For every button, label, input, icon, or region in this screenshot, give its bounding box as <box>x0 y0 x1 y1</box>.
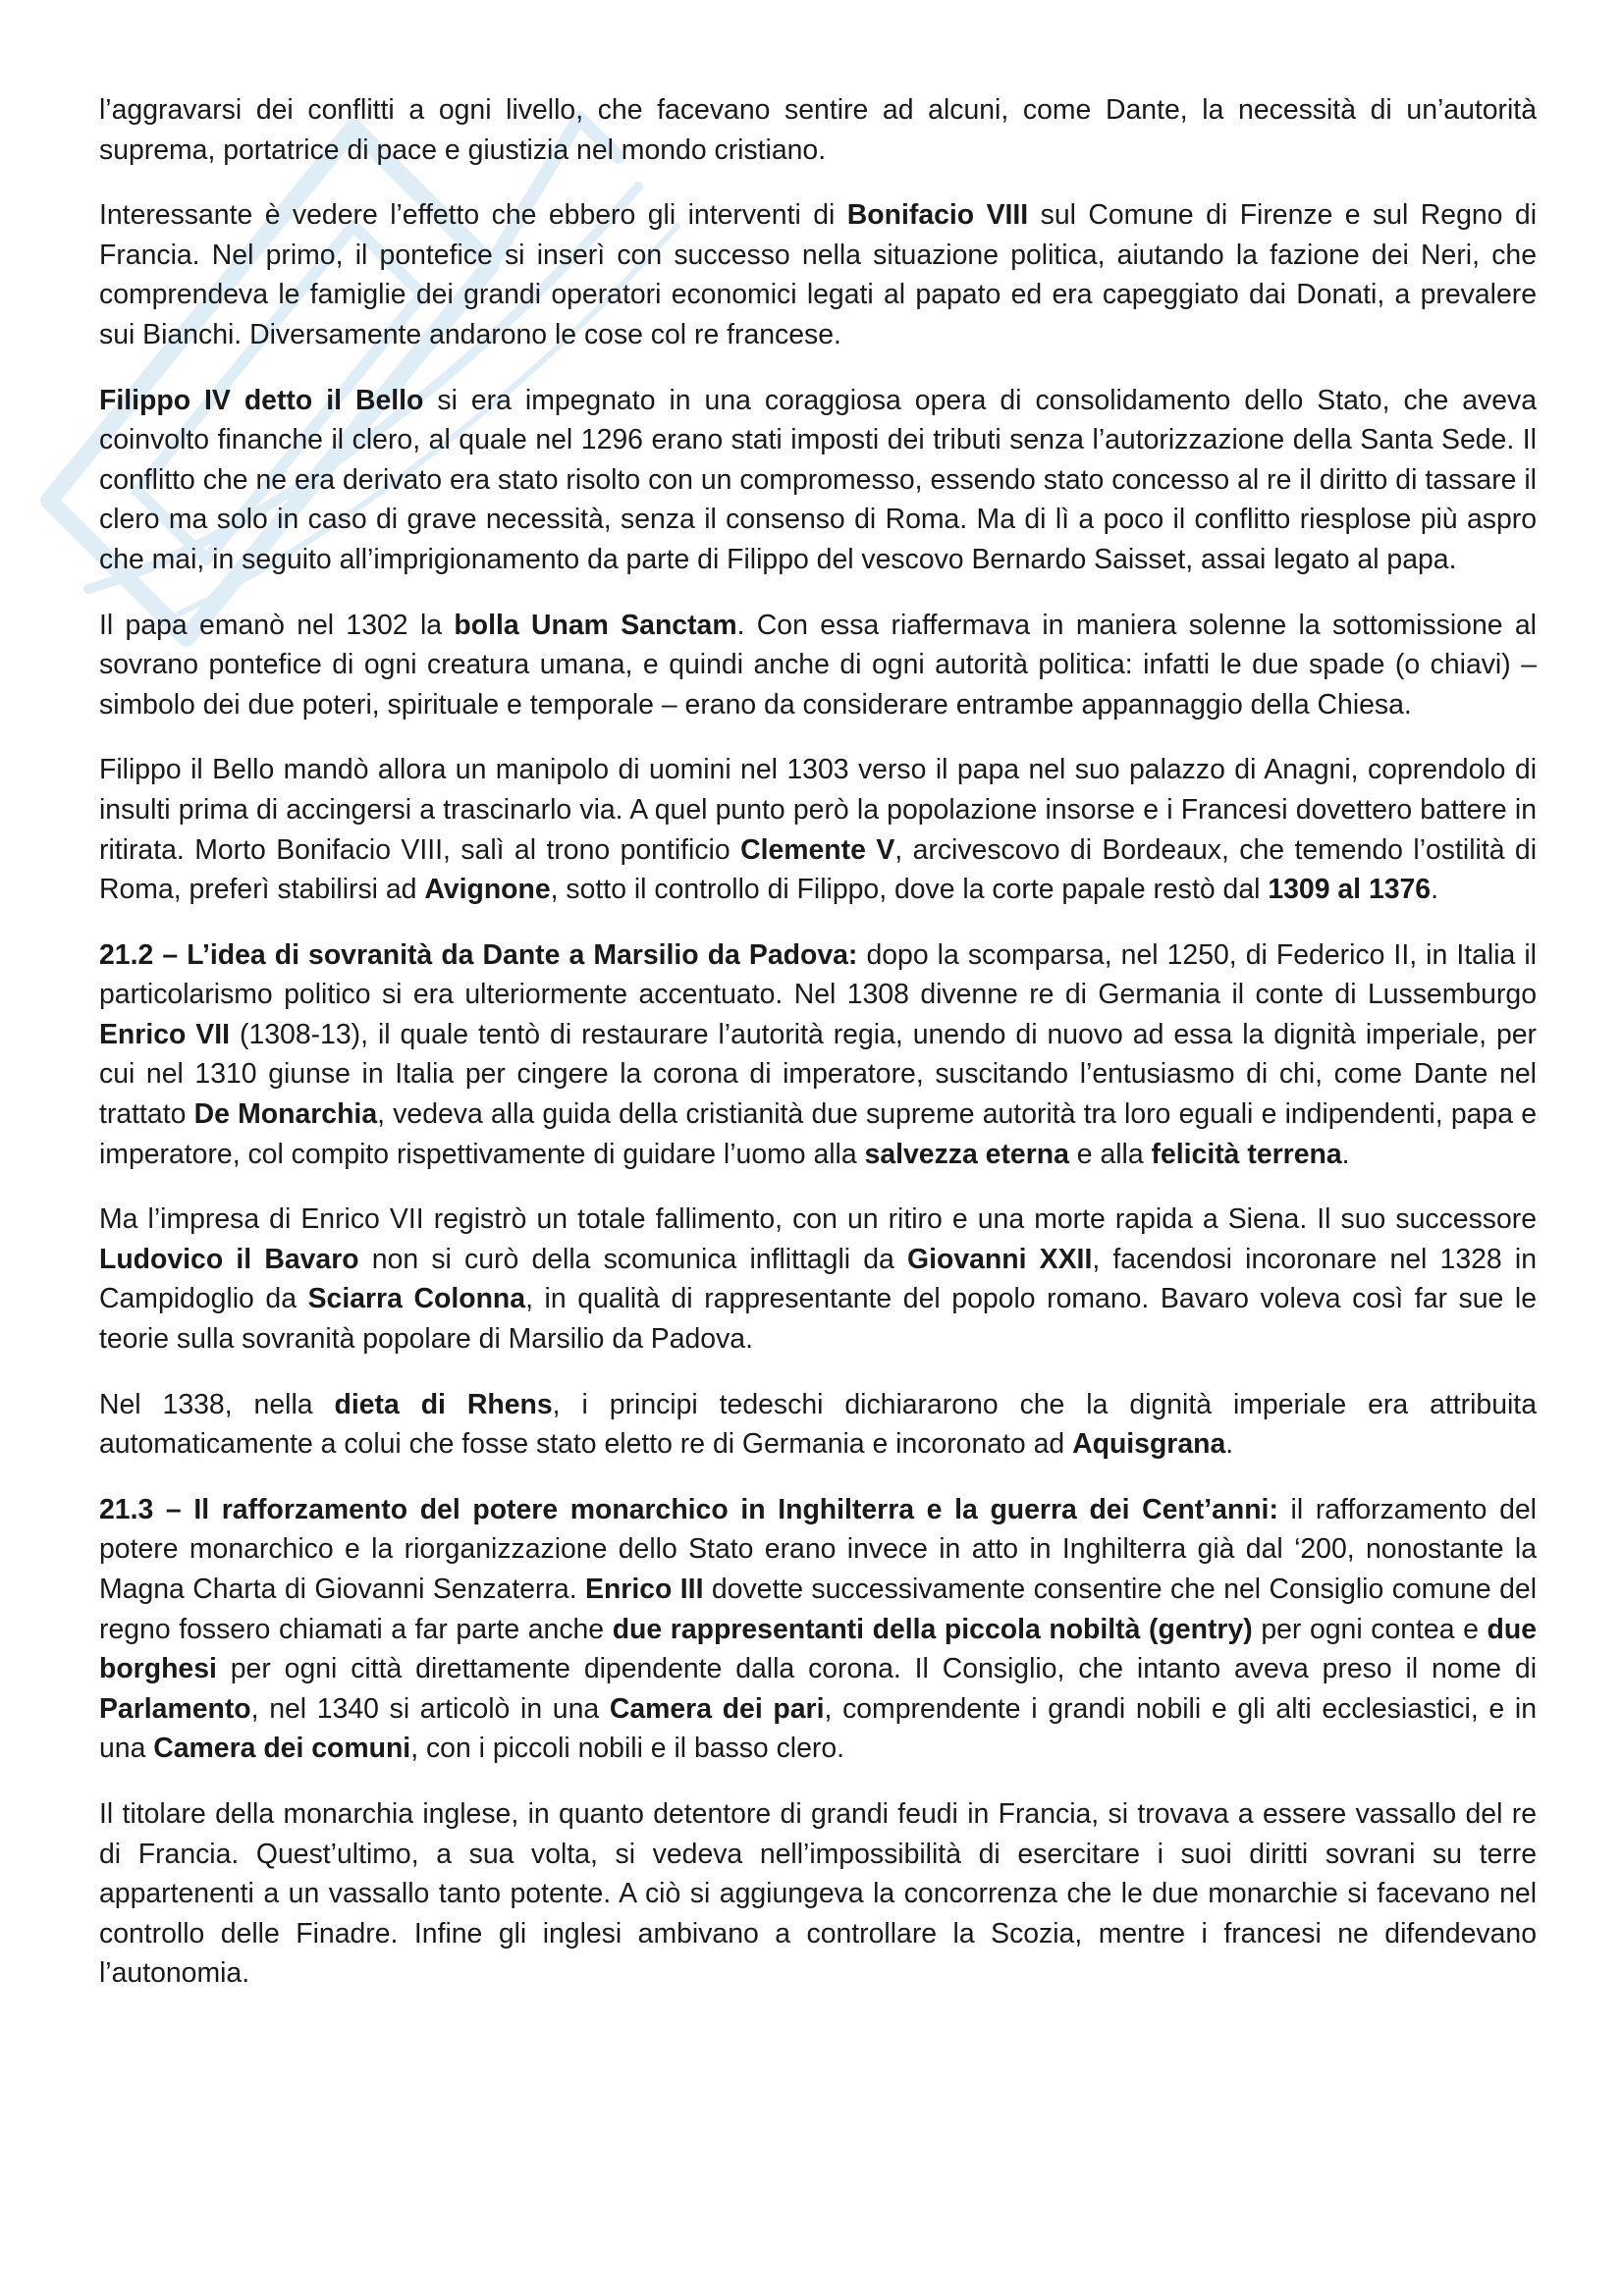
text-run: , nel 1340 si articolò in una <box>250 1692 610 1725</box>
text-run: . Con essa riaffermava in maniera solenne la sottomissione al sovrano pontefice di ogni creatura umana, e quindi anche di ogni autorità politica: infatti le due spade (o chiavi) – simbolo dei due poteri, spirituale e temporale – erano da considerare entrambe appannaggio della Chiesa. <box>99 609 1537 721</box>
paragraph <box>99 1385 1537 1465</box>
text-run: Nel 1338, nella <box>99 1388 335 1420</box>
text-run: il rafforzamento del potere monarchico e la riorganizzazione dello Stato erano invece in atto in Inghilterra già dal ‘200, nonostante la Magna Charta di Giovanni Senzaterra. <box>99 1493 1537 1605</box>
text-run: (1308-13), il quale tentò di restaurare l’autorità regia, unendo di nuovo ad essa la dignità imperiale, per cui nel 1310 giunse in Italia per cingere la corona di imperatore, suscitando l’entusiasmo di chi, come Dante nel trattato <box>99 1018 1537 1131</box>
paragraph <box>99 1200 1537 1359</box>
document-body <box>99 90 1537 2019</box>
bold-term: Camera dei comuni <box>153 1733 411 1765</box>
bold-term: Aquisgrana <box>1072 1428 1226 1461</box>
text-run: sul Comune di Firenze e sul Regno di Francia. Nel primo, il pontefice si inserì con successo nella situazione politica, aiutando la fazione dei Neri, che comprendeva le famiglie dei grandi operatori economici legati al papato ed era capeggiato dai Donati, a prevalere sui Bianchi. Diversamente andarono le cose col re francese. <box>99 199 1537 350</box>
text-run: l’aggravarsi dei conflitti a ogni livello, che facevano sentire ad alcuni, come Dante, la necessità di un’autorità suprema, portatrice di pace e giustizia nel mondo cristiano. <box>99 94 1537 166</box>
paragraph <box>99 606 1537 725</box>
text-run: Il papa emanò nel 1302 la <box>99 609 455 641</box>
paragraph <box>99 195 1537 354</box>
bold-term: Ludovico il Bavaro <box>99 1243 359 1275</box>
text-run: , i principi tedeschi dichiararono che la dignità imperiale era attribuita automaticamente a colui che fosse stato eletto re di Germania e incoronato ad <box>99 1388 1537 1461</box>
paragraph <box>99 381 1537 580</box>
bold-term: bolla Unam Sanctam <box>454 609 737 641</box>
bold-term: Avignone <box>424 874 551 906</box>
text-run: si era impegnato in una coraggiosa opera di consolidamento dello Stato, che aveva coinvolto finanche il clero, al quale nel 1296 erano stati imposti dei tributi senza l’autorizzazione della Santa Sede. Il conflitto che ne era derivato era stato risolto con un compromesso, essendo stato concesso al re il diritto di tassare il clero ma solo in caso di grave necessità, senza il consenso di Roma. Ma di lì a poco il conflitto riesplose più aspro che mai, in seguito all’imprigionamento da parte di Filippo del vescovo Bernardo Saisset, assai legato al papa. <box>99 384 1537 575</box>
bold-term: Enrico VII <box>99 1018 231 1050</box>
text-run: non si curò della scomunica inflittagli da <box>358 1243 908 1275</box>
text-run: . <box>1341 1138 1350 1170</box>
paragraph <box>99 1794 1537 1994</box>
text-run: , facendosi incoronare nel 1328 in Campidoglio da <box>99 1243 1537 1315</box>
bold-term: Filippo IV detto il Bello <box>99 384 424 416</box>
bold-term: 1309 al 1376 <box>1268 874 1432 906</box>
text-run: Interessante è vedere l’effetto che ebbero gli interventi di <box>99 199 847 232</box>
paragraph <box>99 90 1537 170</box>
text-run: , arcivescovo di Bordeaux, che temendo l’ostilità di Roma, preferì stabilirsi ad <box>99 833 1538 906</box>
bold-term: Sciarra Colonna <box>307 1283 526 1315</box>
bold-term: Clemente V <box>740 833 895 866</box>
bold-term: Parlamento <box>99 1692 251 1725</box>
text-run: . <box>1225 1428 1234 1461</box>
text-run: , in qualità di rappresentante del popolo romano. Bavaro voleva così far sue le teorie sulla sovranità popolare di Marsilio da Padova. <box>99 1283 1538 1356</box>
bold-term: due borghesi <box>99 1613 1537 1685</box>
paragraph <box>99 935 1537 1175</box>
text-run: , vedeva alla guida della cristianità due supreme autorità tra loro eguali e indipendenti, papa e imperatore, col compito rispettivamente di guidare l’uomo alla <box>99 1098 1537 1170</box>
bold-term: Enrico III <box>585 1574 704 1605</box>
bold-term: dieta di Rhens <box>334 1388 553 1420</box>
text-run: e alla <box>1068 1138 1152 1170</box>
text-run: per ogni contea e <box>1252 1613 1488 1645</box>
text-run: . <box>1431 874 1438 906</box>
bold-term: Camera dei pari <box>609 1692 825 1725</box>
text-run: Il titolare della monarchia inglese, in quanto detentore di grandi feudi in Francia, si trovava a essere vassallo del re di Francia. Quest’ultimo, a sua volta, si vedeva nell’impossibilità di esercitare i suoi diritti sovrani su terre appartenenti a un vassallo tanto potente. A ciò si aggiungeva la concorrenza che le due monarchie si facevano nel controllo delle Finadre. Infine gli inglesi ambivano a controllare la Scozia, mentre i francesi ne difendevano l’autonomia. <box>99 1797 1537 1990</box>
text-run: Filippo il Bello mandò allora un manipolo di uomini nel 1303 verso il papa nel suo palazzo di Anagni, coprendolo di insulti prima di accingersi a trascinarlo via. A quel punto però la popolazione insorse e i Francesi dovettero battere in ritirata. Morto Bonifacio VIII, salì al trono pontificio <box>99 754 1537 866</box>
paragraph <box>99 750 1537 909</box>
text-run: , sotto il controllo di Filippo, dove la corte papale restò dal <box>550 874 1269 906</box>
bold-term: De Monarchia <box>193 1098 378 1131</box>
text-run: dopo la scomparsa, nel 1250, di Federico II, in Italia il particolarismo politico si era ulteriormente accentuato. Nel 1308 divenne re di Germania il conte di Lussemburgo <box>99 938 1537 1011</box>
bold-term: due rappresentanti della piccola nobiltà (gentry) <box>612 1613 1253 1645</box>
bold-term: felicità terrena <box>1151 1138 1342 1170</box>
bold-term: Bonifacio VIII <box>846 199 1029 232</box>
bold-term: 21.3 – Il rafforzamento del potere monarchico in Inghilterra e la guerra dei Cent’anni: <box>99 1493 1278 1525</box>
text-run: Ma l’impresa di Enrico VII registrò un totale fallimento, con un ritiro e una morte rapida a Siena. Il suo successore <box>99 1203 1537 1236</box>
text-run: , con i piccoli nobili e il basso clero. <box>410 1733 845 1765</box>
paragraph <box>99 1490 1537 1769</box>
text-run: dovette successivamente consentire che nel Consiglio comune del regno fossero chiamati a far parte anche <box>99 1574 1538 1645</box>
bold-term: Giovanni XXII <box>907 1243 1093 1275</box>
bold-term: 21.2 – L’idea di sovranità da Dante a Marsilio da Padova: <box>99 938 858 971</box>
bold-term: salvezza eterna <box>864 1138 1069 1170</box>
text-run: , comprendente i grandi nobili e gli alti ecclesiastici, e in una <box>99 1692 1538 1765</box>
text-run: per ogni città direttamente dipendente dalla corona. Il Consiglio, che intanto aveva preso il nome di <box>216 1653 1537 1685</box>
